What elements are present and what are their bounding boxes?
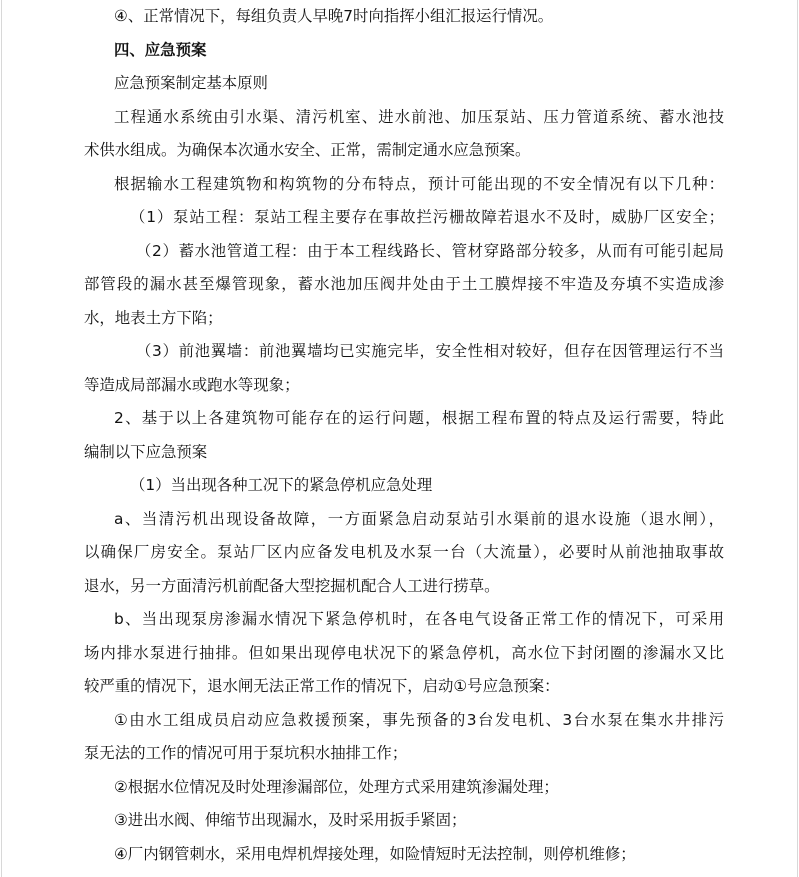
text-line: 等造成局部漏水或跑水等现象； — [84, 375, 300, 394]
text-line: b、当出现泵房渗漏水情况下紧急停机时，在各电气设备正常工作的情况下，可采用 — [114, 610, 724, 628]
document-page — [84, 0, 724, 871]
text-line: 退水，另一方面清污机前配备大型挖掘机配合人工进行捞草。 — [84, 576, 500, 595]
text-line: 工程通水系统由引水渠、清污机室、进水前池、加压泵站、压力管道系统、蓄水池技 — [114, 107, 724, 126]
text-line: 场内排水泵进行抽排。但如果出现停电状况下的紧急停机，高水位下封闭圈的渗漏水又比 — [84, 643, 724, 662]
text-line: （3）前池翼墙：前池翼墙均已实施完毕，安全性相对较好，但存在因管理运行不当 — [136, 342, 724, 360]
text-line: ④厂内钢管刺水，采用电焊机焊接处理，如险情短时无法控制，则停机维修； — [114, 844, 636, 863]
text-line: （1）当出现各种工况下的紧急停机应急处理 — [130, 476, 433, 494]
text-line: 术供水组成。为确保本次通水安全、正常，需制定通水应急预案。 — [84, 141, 531, 159]
text-line: ③进出水阀、伸缩节出现漏水，及时采用扳手紧固； — [114, 811, 467, 829]
text-line: ②根据水位情况及时处理渗漏部位，处理方式采用建筑渗漏处理； — [114, 777, 559, 796]
text-line: ④、正常情况下，每组负责人早晚7时向指挥小组汇报运行情况。 — [114, 7, 554, 25]
text-line: 编制以下应急预案 — [84, 442, 208, 461]
text-line: a、当清污机出现设备故障，一方面紧急启动泵站引水渠前的退水设施（退水闸）， — [114, 509, 724, 528]
text-line: 部管段的漏水甚至爆管现象，蓄水池加压阀井处由于土工膜焊接不牢造及夯填不实造成渗 — [84, 275, 724, 293]
text-line: （2）蓄水池管道工程：由于本工程线路长、管材穿路部分较多，从而有可能引起局 — [136, 241, 724, 260]
text-line: 应急预案制定基本原则 — [114, 74, 268, 92]
text-line: 泵无法的工作的情况可用于泵坑积水抽排工作； — [84, 744, 408, 762]
text-line: 2、基于以上各建筑物可能存在的运行问题，根据工程布置的特点及运行需要，特此 — [114, 409, 724, 427]
text-line: ①由水工组成员启动应急救援预案，事先预备的3台发电机、3台水泵在集水井排污 — [114, 710, 724, 729]
text-line: （1）泵站工程：泵站工程主要存在事故拦污栅故障若退水不及时，威胁厂区安全； — [130, 208, 724, 226]
text-line: 以确保厂房安全。泵站厂区内应备发电机及水泵一台（大流量），必要时从前池抽取事故 — [84, 543, 724, 561]
section-heading: 四、应急预案 — [114, 40, 207, 59]
text-line: 水，地表土方下陷； — [84, 308, 223, 327]
text-line: 较严重的情况下，退水闸无法正常工作的情况下，启动①号应急预案： — [84, 677, 560, 695]
text-line: 根据输水工程建筑物和构筑物的分布特点，预计可能出现的不安全情况有以下几种： — [114, 174, 724, 193]
